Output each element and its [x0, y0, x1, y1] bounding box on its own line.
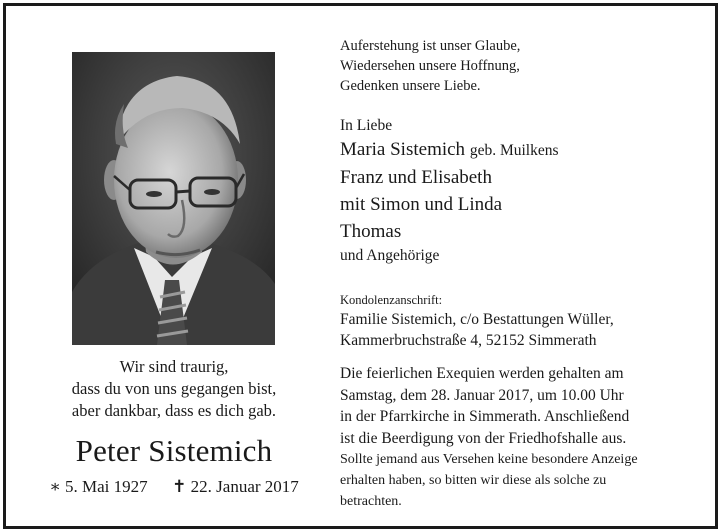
spouse-name: Maria Sistemich [340, 139, 466, 160]
faith-verse [340, 36, 706, 96]
faith-verse-line: Auferstehung ist unser Glaube, [340, 38, 521, 54]
funeral-info-line: ist die Beerdigung von der Friedhofshalle aus. [340, 429, 627, 447]
portrait-photo [72, 52, 275, 345]
notice-disclaimer-line: erhalten haben, so bitten wir diese als solche zu [340, 473, 607, 488]
faith-verse-line: Wiedersehen unsere Hoffnung, [340, 58, 520, 74]
birth-star-icon: ∗ [49, 477, 61, 496]
farewell-verse-line: aber dankbar, dass es dich gab. [71, 401, 277, 420]
family-relatives: und Angehörige [340, 247, 440, 264]
funeral-info [340, 363, 706, 512]
farewell-verse-line: Wir sind traurig, [119, 357, 229, 376]
obituary-notice [3, 3, 718, 529]
condolence-address-line: Familie Sistemich, c/o Bestattungen Wüller, [340, 311, 614, 328]
notice-disclaimer-line: betrachten. [340, 494, 402, 509]
in-love-label: In Liebe [340, 117, 393, 134]
funeral-info-line: Die feierlichen Exequien werden gehalten am [340, 365, 624, 382]
right-column [340, 36, 706, 512]
funeral-info-line: in der Pfarrkirche in Simmerath. Anschließend [340, 408, 630, 425]
condolence-address-line: Kammerbruchstraße 4, 52152 Simmerath [340, 332, 597, 349]
family-member: Thomas [340, 221, 402, 242]
death-cross-icon: ✝ [172, 477, 187, 496]
family-spouse [340, 136, 706, 164]
farewell-verse-line: dass du von uns gegangen bist, [71, 379, 277, 398]
spouse-maiden-name: geb. Muilkens [469, 142, 559, 159]
family-member: Franz und Elisabeth [340, 167, 492, 188]
life-dates [26, 476, 322, 498]
deceased-name: Peter Sistemich [75, 433, 273, 468]
family-list [340, 136, 706, 267]
family-member: mit Simon und Linda [340, 194, 503, 215]
notice-disclaimer-line: Sollte jemand aus Versehen keine besondere Anzeige [340, 452, 638, 467]
birth-date: 5. Mai 1927 [65, 477, 148, 496]
left-column [26, 356, 322, 498]
death-date: 22. Januar 2017 [190, 477, 299, 496]
funeral-info-line: Samstag, dem 28. Januar 2017, um 10.00 Uhr [340, 386, 624, 404]
condolence-label: Kondolenzanschrift: [340, 293, 443, 307]
faith-verse-line: Gedenken unsere Liebe. [340, 78, 481, 94]
farewell-verse [26, 356, 322, 422]
portrait-photo-icon [72, 52, 275, 345]
